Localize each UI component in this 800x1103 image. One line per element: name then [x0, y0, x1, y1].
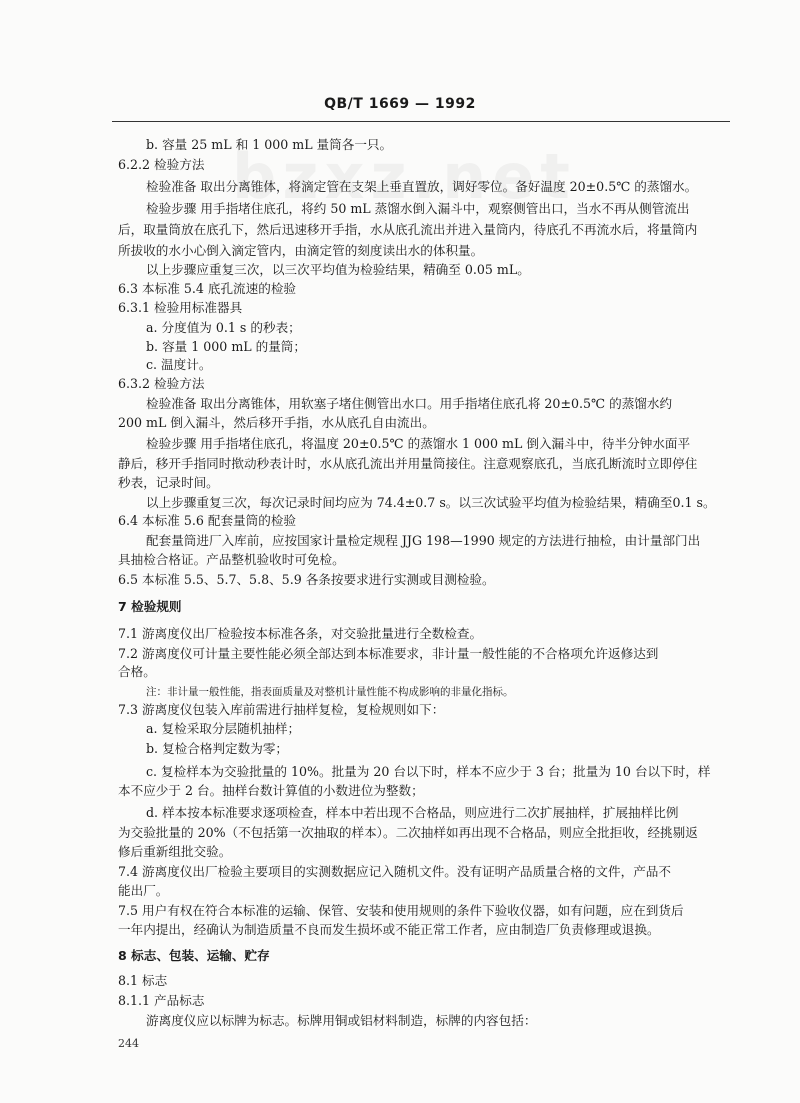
note-line: 注：非计量一般性能，指表面质量及对整机计量性能不构成影响的非量化指标。	[146, 686, 514, 698]
paragraph-line: 合格。	[118, 664, 156, 679]
section-6-2-2-heading: 6.2.2 检验方法	[118, 157, 205, 172]
clause-7-2: 7.2 游离度仪可计量主要性能必须全部达到本标准要求，非计量一般性能的不合格项允许返修达到	[118, 646, 659, 661]
paragraph-line: 静后，移开手指同时揿动秒表计时，水从底孔流出并用量筒接住。注意观察底孔，当底孔断流时立即停住	[118, 456, 698, 471]
list-item-c: c. 温度计。	[146, 357, 212, 372]
header-rule	[112, 121, 730, 122]
list-item-a: a. 复检采取分层随机抽样；	[146, 721, 301, 736]
list-item-d: d. 样本按本标准要求逐项检查，样本中若出现不合格品，则应进行二次扩展抽样，扩展抽样比例	[146, 805, 679, 820]
paragraph-line: 本不应少于 2 台。抽样台数计算值的小数进位为整数；	[118, 783, 424, 798]
paragraph-line: 能出厂。	[118, 883, 169, 898]
paragraph-line: 检验准备 取出分离锥体，将滴定管在支架上垂直置放，调好零位。备好温度 20±0.5℃ 的蒸馏水。	[146, 179, 698, 194]
list-item-b: b. 容量 1 000 mL 的量筒；	[146, 339, 306, 354]
document-header-code: QB/T 1669 — 1992	[324, 96, 476, 112]
paragraph-line: 以上步骤应重复三次，以三次平均值为检验结果，精确至 0.05 mL。	[146, 262, 530, 277]
chapter-8-heading: 8 标志、包装、运输、贮存	[118, 948, 270, 963]
section-6-3-heading: 6.3 本标准 5.4 底孔流速的检验	[118, 281, 297, 296]
page-number: 244	[118, 1037, 139, 1050]
list-item-a: a. 分度值为 0.1 s 的秒表；	[146, 320, 301, 335]
clause-7-1: 7.1 游离度仪出厂检验按本标准各条，对交验批量进行全数检查。	[118, 626, 483, 641]
paragraph-line: 配套量筒进厂入库前，应按国家计量检定规程 JJG 198—1990 规定的方法进行抽检，由计量部门出	[146, 533, 701, 548]
clause-7-3: 7.3 游离度仪包装入库前需进行抽样复检，复检规则如下：	[118, 702, 445, 717]
paragraph-line: 为交验批量的 20%（不包括第一次抽取的样本）。二次抽样如再出现不合格品，则应全批拒收，经挑剔返	[118, 825, 698, 840]
section-6-5-heading: 6.5 本标准 5.5、5.7、5.8、5.9 各条按要求进行实测或目测检验。	[118, 572, 495, 587]
clause-7-5: 7.5 用户有权在符合本标准的运输、保管、安装和使用规则的条件下验收仪器，如有问题，应在到货后	[118, 903, 684, 918]
section-6-3-2-heading: 6.3.2 检验方法	[118, 376, 205, 391]
chapter-7-heading: 7 检验规则	[118, 599, 182, 614]
paragraph-line: 后，取量筒放在底孔下，然后迅速移开手指，水从底孔流出并进入量筒内，待底孔不再流水后，将量筒内	[118, 222, 698, 237]
section-6-4-heading: 6.4 本标准 5.6 配套量筒的检验	[118, 513, 297, 528]
paragraph-line: 200 mL 倒入漏斗，然后移开手指，水从底孔自由流出。	[118, 415, 435, 430]
paragraph-line: 秒表，记录时间。	[118, 475, 219, 490]
list-item-c: c. 复检样本为交验批量的 10%。批量为 20 台以下时，样本不应少于 3 台；批量为 10 台以下时，样	[146, 764, 711, 779]
paragraph-line: 一年内提出，经确认为制造质量不良而发生损坏或不能正常工作者，应由制造厂负责修理或退换。	[118, 922, 660, 937]
section-8-1-1-heading: 8.1.1 产品标志	[118, 993, 205, 1008]
section-6-3-1-heading: 6.3.1 检验用标准器具	[118, 300, 243, 315]
paragraph-line: 所拔收的水小心倒入滴定管内，由滴定管的刻度读出水的体积量。	[118, 243, 484, 258]
list-item-b-cylinders: b. 容量 25 mL 和 1 000 mL 量筒各一只。	[146, 137, 393, 152]
paragraph-line: 游离度仪应以标牌为标志。标牌用铜或铝材料制造，标牌的内容包括：	[146, 1013, 537, 1028]
paragraph-line: 检验步骤 用手指堵住底孔，将温度 20±0.5℃ 的蒸馏水 1 000 mL 倒入漏斗中，待半分钟水面平	[146, 436, 691, 451]
clause-7-4: 7.4 游离度仪出厂检验主要项目的实测数据应记入随机文件。没有证明产品质量合格的文件，产品不	[118, 864, 671, 879]
section-8-1-heading: 8.1 标志	[118, 973, 168, 988]
paragraph-line: 以上步骤重复三次，每次记录时间均应为 74.4±0.7 s。以三次试验平均值为检验结果，精确至0.1 s。	[146, 495, 716, 510]
paragraph-line: 检验步骤 用手指堵住底孔，将约 50 mL 蒸馏水倒入漏斗中，观察侧管出口，当水不再从侧管流出	[146, 201, 690, 216]
paragraph-line: 修后重新组批交验。	[118, 844, 232, 859]
paragraph-line: 检验准备 取出分离锥体，用软塞子堵住侧管出水口。用手指堵住底孔将 20±0.5℃ 的蒸馏水约	[146, 396, 673, 411]
list-item-b: b. 复检合格判定数为零；	[146, 741, 289, 756]
paragraph-line: 具抽检合格证。产品整机验收时可免检。	[118, 552, 345, 567]
